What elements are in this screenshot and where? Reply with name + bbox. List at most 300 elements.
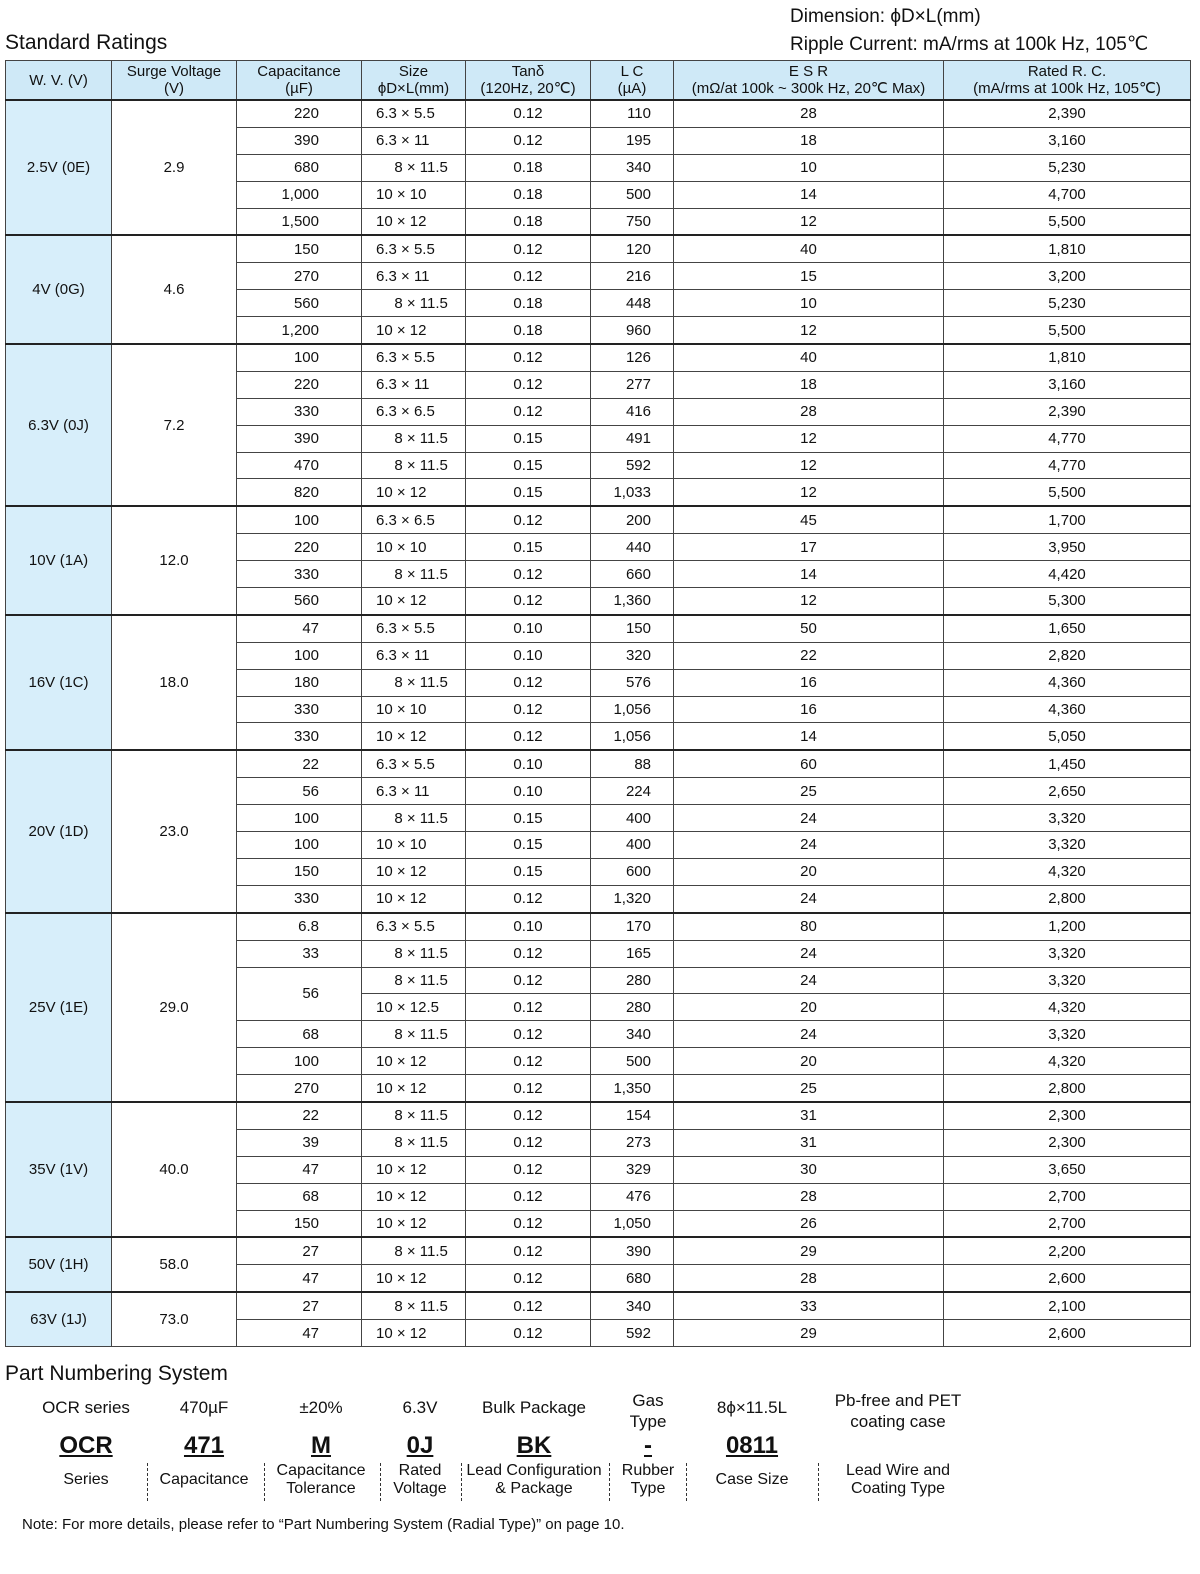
- tan-delta-cell: 0.15: [466, 832, 591, 859]
- leakage-current-cell: 165: [591, 940, 674, 967]
- code-label: Lead Configuration & Package: [466, 1462, 602, 1497]
- size-cell: 10 × 12: [362, 588, 466, 615]
- size-cell: 10 × 12: [362, 317, 466, 344]
- capacitance-cell: 47: [237, 1265, 362, 1292]
- leakage-current-cell: 592: [591, 452, 674, 479]
- rated-ripple-cell: 2,300: [944, 1129, 1191, 1156]
- label-separator: [686, 1463, 687, 1501]
- size-cell: 10 × 12.5: [362, 994, 466, 1021]
- esr-cell: 45: [674, 506, 944, 533]
- rated-ripple-cell: 5,050: [944, 723, 1191, 750]
- capacitance-cell: 820: [237, 479, 362, 506]
- esr-cell: 14: [674, 723, 944, 750]
- rated-ripple-cell: 2,700: [944, 1183, 1191, 1210]
- capacitance-cell: 330: [237, 885, 362, 912]
- tan-delta-cell: 0.12: [466, 344, 591, 371]
- size-cell: 10 × 10: [362, 696, 466, 723]
- surge-voltage-cell: 40.0: [112, 1102, 237, 1237]
- leakage-current-cell: 1,320: [591, 885, 674, 912]
- leakage-current-cell: 273: [591, 1129, 674, 1156]
- tan-delta-cell: 0.12: [466, 371, 591, 398]
- example-value: 8ϕ×11.5L: [716, 1398, 788, 1417]
- capacitance-cell: 180: [237, 669, 362, 696]
- tan-delta-cell: 0.15: [466, 452, 591, 479]
- working-voltage-cell: 25V (1E): [6, 913, 112, 1102]
- leakage-current-cell: 277: [591, 371, 674, 398]
- column-header-unit: (V): [164, 80, 184, 97]
- esr-cell: 28: [674, 398, 944, 425]
- esr-cell: 28: [674, 1183, 944, 1210]
- esr-cell: 12: [674, 317, 944, 344]
- tan-delta-cell: 0.12: [466, 885, 591, 912]
- tan-delta-cell: 0.18: [466, 290, 591, 317]
- esr-cell: 14: [674, 181, 944, 208]
- leakage-current-cell: 224: [591, 778, 674, 805]
- leakage-current-cell: 660: [591, 561, 674, 588]
- size-cell: 6.3 × 5.5: [362, 913, 466, 940]
- capacitance-cell: 47: [237, 1156, 362, 1183]
- tan-delta-cell: 0.12: [466, 669, 591, 696]
- tan-delta-cell: 0.12: [466, 967, 591, 994]
- table-row: [6, 913, 1191, 940]
- column-header: [112, 61, 237, 101]
- esr-cell: 40: [674, 344, 944, 371]
- esr-cell: 24: [674, 940, 944, 967]
- tan-delta-cell: 0.18: [466, 181, 591, 208]
- leakage-current-cell: 126: [591, 344, 674, 371]
- esr-cell: 31: [674, 1129, 944, 1156]
- tan-delta-cell: 0.12: [466, 1292, 591, 1319]
- rated-ripple-cell: 1,650: [944, 615, 1191, 642]
- example-value: ±20%: [299, 1398, 343, 1417]
- size-cell: 6.3 × 6.5: [362, 398, 466, 425]
- leakage-current-cell: 390: [591, 1237, 674, 1264]
- label-separator: [380, 1463, 381, 1501]
- size-cell: 6.3 × 11: [362, 371, 466, 398]
- rated-ripple-cell: 4,320: [944, 994, 1191, 1021]
- surge-voltage-cell: 18.0: [112, 615, 237, 750]
- capacitance-cell: 56: [237, 967, 362, 1021]
- table-row: [6, 1292, 1191, 1319]
- rated-ripple-cell: 2,390: [944, 100, 1191, 127]
- capacitance-cell: 150: [237, 858, 362, 885]
- size-cell: 10 × 12: [362, 1183, 466, 1210]
- column-header: [674, 61, 944, 101]
- esr-cell: 22: [674, 642, 944, 669]
- size-cell: 10 × 10: [362, 181, 466, 208]
- column-header: [591, 61, 674, 101]
- size-cell: 6.3 × 11: [362, 263, 466, 290]
- leakage-current-cell: 750: [591, 208, 674, 235]
- capacitance-cell: 150: [237, 1210, 362, 1237]
- working-voltage-cell: 20V (1D): [6, 750, 112, 912]
- size-cell: 8 × 11.5: [362, 940, 466, 967]
- rated-ripple-cell: 3,650: [944, 1156, 1191, 1183]
- size-cell: 10 × 12: [362, 1075, 466, 1102]
- surge-voltage-cell: 23.0: [112, 750, 237, 912]
- tan-delta-cell: 0.10: [466, 750, 591, 777]
- tan-delta-cell: 0.12: [466, 100, 591, 127]
- table-row: [6, 506, 1191, 533]
- code-label: Series: [63, 1471, 109, 1488]
- capacitance-cell: 39: [237, 1129, 362, 1156]
- rated-ripple-cell: 5,500: [944, 317, 1191, 344]
- capacitance-cell: 100: [237, 642, 362, 669]
- leakage-current-cell: 280: [591, 994, 674, 1021]
- tan-delta-cell: 0.18: [466, 208, 591, 235]
- rated-ripple-cell: 3,160: [944, 371, 1191, 398]
- column-header-line: Size: [398, 63, 429, 80]
- rated-ripple-cell: 4,360: [944, 696, 1191, 723]
- esr-cell: 80: [674, 913, 944, 940]
- tan-delta-cell: 0.12: [466, 127, 591, 154]
- rated-ripple-cell: 5,230: [944, 154, 1191, 181]
- tan-delta-cell: 0.18: [466, 317, 591, 344]
- table-body: [6, 100, 1191, 1346]
- capacitance-cell: 6.8: [237, 913, 362, 940]
- tan-delta-cell: 0.12: [466, 1129, 591, 1156]
- size-cell: 10 × 12: [362, 479, 466, 506]
- size-cell: 6.3 × 11: [362, 127, 466, 154]
- rated-ripple-cell: 5,500: [944, 208, 1191, 235]
- size-cell: 8 × 11.5: [362, 1129, 466, 1156]
- leakage-current-cell: 416: [591, 398, 674, 425]
- esr-cell: 31: [674, 1102, 944, 1129]
- rated-ripple-cell: 2,700: [944, 1210, 1191, 1237]
- column-header: [237, 61, 362, 101]
- size-cell: 10 × 12: [362, 1156, 466, 1183]
- leakage-current-cell: 120: [591, 235, 674, 262]
- size-cell: 8 × 11.5: [362, 805, 466, 832]
- esr-cell: 40: [674, 235, 944, 262]
- column-header: [466, 61, 591, 101]
- tan-delta-cell: 0.12: [466, 1048, 591, 1075]
- working-voltage-cell: 16V (1C): [6, 615, 112, 750]
- size-cell: 6.3 × 6.5: [362, 506, 466, 533]
- column-header: [944, 61, 1191, 101]
- rated-ripple-cell: 2,600: [944, 1265, 1191, 1292]
- esr-cell: 14: [674, 561, 944, 588]
- esr-cell: 10: [674, 154, 944, 181]
- size-cell: 10 × 12: [362, 1265, 466, 1292]
- tan-delta-cell: 0.12: [466, 1237, 591, 1264]
- size-cell: 8 × 11.5: [362, 1292, 466, 1319]
- capacitance-cell: 68: [237, 1183, 362, 1210]
- tan-delta-cell: 0.12: [466, 398, 591, 425]
- rated-ripple-cell: 2,600: [944, 1320, 1191, 1347]
- leakage-current-cell: 960: [591, 317, 674, 344]
- esr-cell: 25: [674, 1075, 944, 1102]
- esr-cell: 18: [674, 127, 944, 154]
- esr-cell: 16: [674, 669, 944, 696]
- standard-ratings-table: [5, 60, 1191, 1347]
- rated-ripple-cell: 3,200: [944, 263, 1191, 290]
- rated-ripple-cell: 2,390: [944, 398, 1191, 425]
- capacitance-cell: 560: [237, 290, 362, 317]
- rated-ripple-cell: 4,320: [944, 858, 1191, 885]
- leakage-current-cell: 500: [591, 1048, 674, 1075]
- leakage-current-cell: 154: [591, 1102, 674, 1129]
- example-value: OCR series: [42, 1398, 130, 1417]
- capacitance-cell: 47: [237, 615, 362, 642]
- surge-voltage-cell: 73.0: [112, 1292, 237, 1346]
- esr-cell: 33: [674, 1292, 944, 1319]
- example-value: 6.3V: [402, 1398, 438, 1417]
- size-cell: 8 × 11.5: [362, 669, 466, 696]
- size-cell: 10 × 12: [362, 1048, 466, 1075]
- rated-ripple-cell: 3,320: [944, 940, 1191, 967]
- leakage-current-cell: 1,050: [591, 1210, 674, 1237]
- capacitance-cell: 22: [237, 1102, 362, 1129]
- leakage-current-cell: 500: [591, 181, 674, 208]
- column-header-line: Surge Voltage: [126, 63, 222, 80]
- rated-ripple-cell: 4,700: [944, 181, 1191, 208]
- tan-delta-cell: 0.12: [466, 588, 591, 615]
- size-cell: 8 × 11.5: [362, 561, 466, 588]
- code-label: Rated Voltage: [393, 1462, 447, 1497]
- column-header-unit: (mA/rms at 100k Hz, 105℃): [973, 80, 1161, 97]
- esr-cell: 12: [674, 208, 944, 235]
- esr-cell: 12: [674, 588, 944, 615]
- rated-ripple-cell: 3,320: [944, 832, 1191, 859]
- tan-delta-cell: 0.12: [466, 235, 591, 262]
- esr-cell: 29: [674, 1320, 944, 1347]
- tan-delta-cell: 0.12: [466, 263, 591, 290]
- capacitance-cell: 1,000: [237, 181, 362, 208]
- leakage-current-cell: 1,033: [591, 479, 674, 506]
- rated-ripple-cell: 4,360: [944, 669, 1191, 696]
- rated-ripple-cell: 1,450: [944, 750, 1191, 777]
- tan-delta-cell: 0.12: [466, 1075, 591, 1102]
- rated-ripple-cell: 5,300: [944, 588, 1191, 615]
- esr-cell: 24: [674, 967, 944, 994]
- tan-delta-cell: 0.12: [466, 940, 591, 967]
- esr-cell: 24: [674, 805, 944, 832]
- size-cell: 10 × 10: [362, 534, 466, 561]
- leakage-current-cell: 1,360: [591, 588, 674, 615]
- leakage-current-cell: 340: [591, 154, 674, 181]
- code-label: Lead Wire and Coating Type: [845, 1462, 951, 1497]
- size-cell: 10 × 12: [362, 723, 466, 750]
- tan-delta-cell: 0.15: [466, 425, 591, 452]
- capacitance-cell: 1,500: [237, 208, 362, 235]
- rated-ripple-cell: 5,230: [944, 290, 1191, 317]
- column-header-unit: (µA): [617, 80, 647, 97]
- tan-delta-cell: 0.12: [466, 1021, 591, 1048]
- tan-delta-cell: 0.10: [466, 913, 591, 940]
- size-cell: 10 × 12: [362, 858, 466, 885]
- esr-cell: 12: [674, 479, 944, 506]
- capacitance-cell: 100: [237, 1048, 362, 1075]
- capacitance-cell: 220: [237, 100, 362, 127]
- capacitance-cell: 27: [237, 1292, 362, 1319]
- esr-cell: 12: [674, 425, 944, 452]
- code-label: Rubber Type: [621, 1462, 675, 1497]
- leakage-current-cell: 476: [591, 1183, 674, 1210]
- tan-delta-cell: 0.12: [466, 1265, 591, 1292]
- size-cell: 10 × 12: [362, 885, 466, 912]
- capacitance-cell: 470: [237, 452, 362, 479]
- tan-delta-cell: 0.15: [466, 858, 591, 885]
- tan-delta-cell: 0.10: [466, 615, 591, 642]
- size-cell: 10 × 12: [362, 208, 466, 235]
- leakage-current-cell: 340: [591, 1292, 674, 1319]
- size-cell: 10 × 10: [362, 832, 466, 859]
- working-voltage-cell: 10V (1A): [6, 506, 112, 615]
- esr-cell: 10: [674, 290, 944, 317]
- size-cell: 6.3 × 5.5: [362, 100, 466, 127]
- esr-cell: 12: [674, 452, 944, 479]
- ripple-current-note: Ripple Current: mA/rms at 100k Hz, 105℃: [790, 34, 1149, 55]
- column-header-unit: (µF): [285, 80, 313, 97]
- esr-cell: 20: [674, 858, 944, 885]
- leakage-current-cell: 592: [591, 1320, 674, 1347]
- leakage-current-cell: 600: [591, 858, 674, 885]
- example-value: Gas Type: [629, 1391, 667, 1431]
- column-header-unit: ϕD×L(mm): [377, 80, 450, 97]
- capacitance-cell: 22: [237, 750, 362, 777]
- capacitance-cell: 220: [237, 371, 362, 398]
- rated-ripple-cell: 3,320: [944, 967, 1191, 994]
- rated-ripple-cell: 4,770: [944, 425, 1191, 452]
- leakage-current-cell: 170: [591, 913, 674, 940]
- capacitance-cell: 68: [237, 1021, 362, 1048]
- rated-ripple-cell: 4,770: [944, 452, 1191, 479]
- capacitance-cell: 100: [237, 344, 362, 371]
- leakage-current-cell: 216: [591, 263, 674, 290]
- rated-ripple-cell: 4,320: [944, 1048, 1191, 1075]
- tan-delta-cell: 0.12: [466, 506, 591, 533]
- capacitance-cell: 390: [237, 127, 362, 154]
- capacitance-cell: 220: [237, 534, 362, 561]
- footnote: Note: For more details, please refer to “Part Numbering System (Radial Type)” on page 10.: [22, 1516, 625, 1533]
- size-cell: 8 × 11.5: [362, 1102, 466, 1129]
- size-cell: 6.3 × 5.5: [362, 235, 466, 262]
- esr-cell: 30: [674, 1156, 944, 1183]
- part-code: 0J: [406, 1432, 434, 1459]
- working-voltage-cell: 6.3V (0J): [6, 344, 112, 506]
- size-cell: 6.3 × 5.5: [362, 615, 466, 642]
- label-separator: [461, 1463, 462, 1501]
- tan-delta-cell: 0.12: [466, 561, 591, 588]
- capacitance-cell: 270: [237, 263, 362, 290]
- leakage-current-cell: 195: [591, 127, 674, 154]
- esr-cell: 20: [674, 1048, 944, 1075]
- rated-ripple-cell: 1,810: [944, 344, 1191, 371]
- working-voltage-cell: 2.5V (0E): [6, 100, 112, 235]
- leakage-current-cell: 1,350: [591, 1075, 674, 1102]
- leakage-current-cell: 1,056: [591, 696, 674, 723]
- surge-voltage-cell: 2.9: [112, 100, 237, 235]
- esr-cell: 20: [674, 994, 944, 1021]
- tan-delta-cell: 0.12: [466, 723, 591, 750]
- rated-ripple-cell: 3,950: [944, 534, 1191, 561]
- esr-cell: 24: [674, 832, 944, 859]
- rated-ripple-cell: 1,700: [944, 506, 1191, 533]
- leakage-current-cell: 680: [591, 1265, 674, 1292]
- rated-ripple-cell: 2,100: [944, 1292, 1191, 1319]
- working-voltage-cell: 50V (1H): [6, 1237, 112, 1292]
- rated-ripple-cell: 1,810: [944, 235, 1191, 262]
- column-header-line: W. V. (V): [29, 71, 88, 89]
- capacitance-cell: 330: [237, 696, 362, 723]
- part-code: M: [311, 1432, 331, 1459]
- surge-voltage-cell: 58.0: [112, 1237, 237, 1292]
- tan-delta-cell: 0.15: [466, 479, 591, 506]
- code-label: Capacitance: [159, 1471, 249, 1488]
- size-cell: 6.3 × 11: [362, 642, 466, 669]
- leakage-current-cell: 340: [591, 1021, 674, 1048]
- working-voltage-cell: 63V (1J): [6, 1292, 112, 1346]
- part-code: BK: [516, 1432, 552, 1459]
- capacitance-cell: 27: [237, 1237, 362, 1264]
- column-header-line: Capacitance: [257, 63, 341, 80]
- leakage-current-cell: 400: [591, 805, 674, 832]
- section-title: Standard Ratings: [5, 31, 168, 54]
- esr-cell: 18: [674, 371, 944, 398]
- capacitance-cell: 100: [237, 805, 362, 832]
- table-row: [6, 1102, 1191, 1129]
- column-header-line: L C: [620, 63, 644, 80]
- esr-cell: 17: [674, 534, 944, 561]
- size-cell: 8 × 11.5: [362, 154, 466, 181]
- esr-cell: 28: [674, 100, 944, 127]
- rated-ripple-cell: 5,500: [944, 479, 1191, 506]
- working-voltage-cell: 4V (0G): [6, 235, 112, 344]
- column-header: [362, 61, 466, 101]
- size-cell: 6.3 × 5.5: [362, 750, 466, 777]
- tan-delta-cell: 0.12: [466, 1102, 591, 1129]
- working-voltage-cell: 35V (1V): [6, 1102, 112, 1237]
- leakage-current-cell: 200: [591, 506, 674, 533]
- column-header-line: E S R: [788, 63, 829, 80]
- example-value: Bulk Package: [482, 1398, 586, 1417]
- rated-ripple-cell: 3,320: [944, 1021, 1191, 1048]
- column-header-line: Tanδ: [511, 63, 545, 80]
- tan-delta-cell: 0.12: [466, 1183, 591, 1210]
- code-label: Case Size: [715, 1471, 789, 1488]
- size-cell: 6.3 × 11: [362, 778, 466, 805]
- esr-cell: 28: [674, 1265, 944, 1292]
- size-cell: 8 × 11.5: [362, 290, 466, 317]
- rated-ripple-cell: 2,300: [944, 1102, 1191, 1129]
- surge-voltage-cell: 12.0: [112, 506, 237, 615]
- label-separator: [264, 1463, 265, 1501]
- surge-voltage-cell: 4.6: [112, 235, 237, 344]
- table-row: [6, 1237, 1191, 1264]
- size-cell: 10 × 12: [362, 1210, 466, 1237]
- esr-cell: 50: [674, 615, 944, 642]
- rated-ripple-cell: 2,800: [944, 885, 1191, 912]
- column-header-unit: (120Hz, 20℃): [480, 80, 576, 97]
- table-row: [6, 344, 1191, 371]
- example-value: Pb-free and PET coating case: [834, 1391, 962, 1431]
- esr-cell: 16: [674, 696, 944, 723]
- table-row: [6, 235, 1191, 262]
- table-row: [6, 100, 1191, 127]
- capacitance-cell: 270: [237, 1075, 362, 1102]
- esr-cell: 24: [674, 885, 944, 912]
- leakage-current-cell: 491: [591, 425, 674, 452]
- leakage-current-cell: 448: [591, 290, 674, 317]
- table-row: [6, 750, 1191, 777]
- size-cell: 8 × 11.5: [362, 452, 466, 479]
- tan-delta-cell: 0.12: [466, 1156, 591, 1183]
- leakage-current-cell: 400: [591, 832, 674, 859]
- tan-delta-cell: 0.12: [466, 1210, 591, 1237]
- tan-delta-cell: 0.12: [466, 994, 591, 1021]
- leakage-current-cell: 576: [591, 669, 674, 696]
